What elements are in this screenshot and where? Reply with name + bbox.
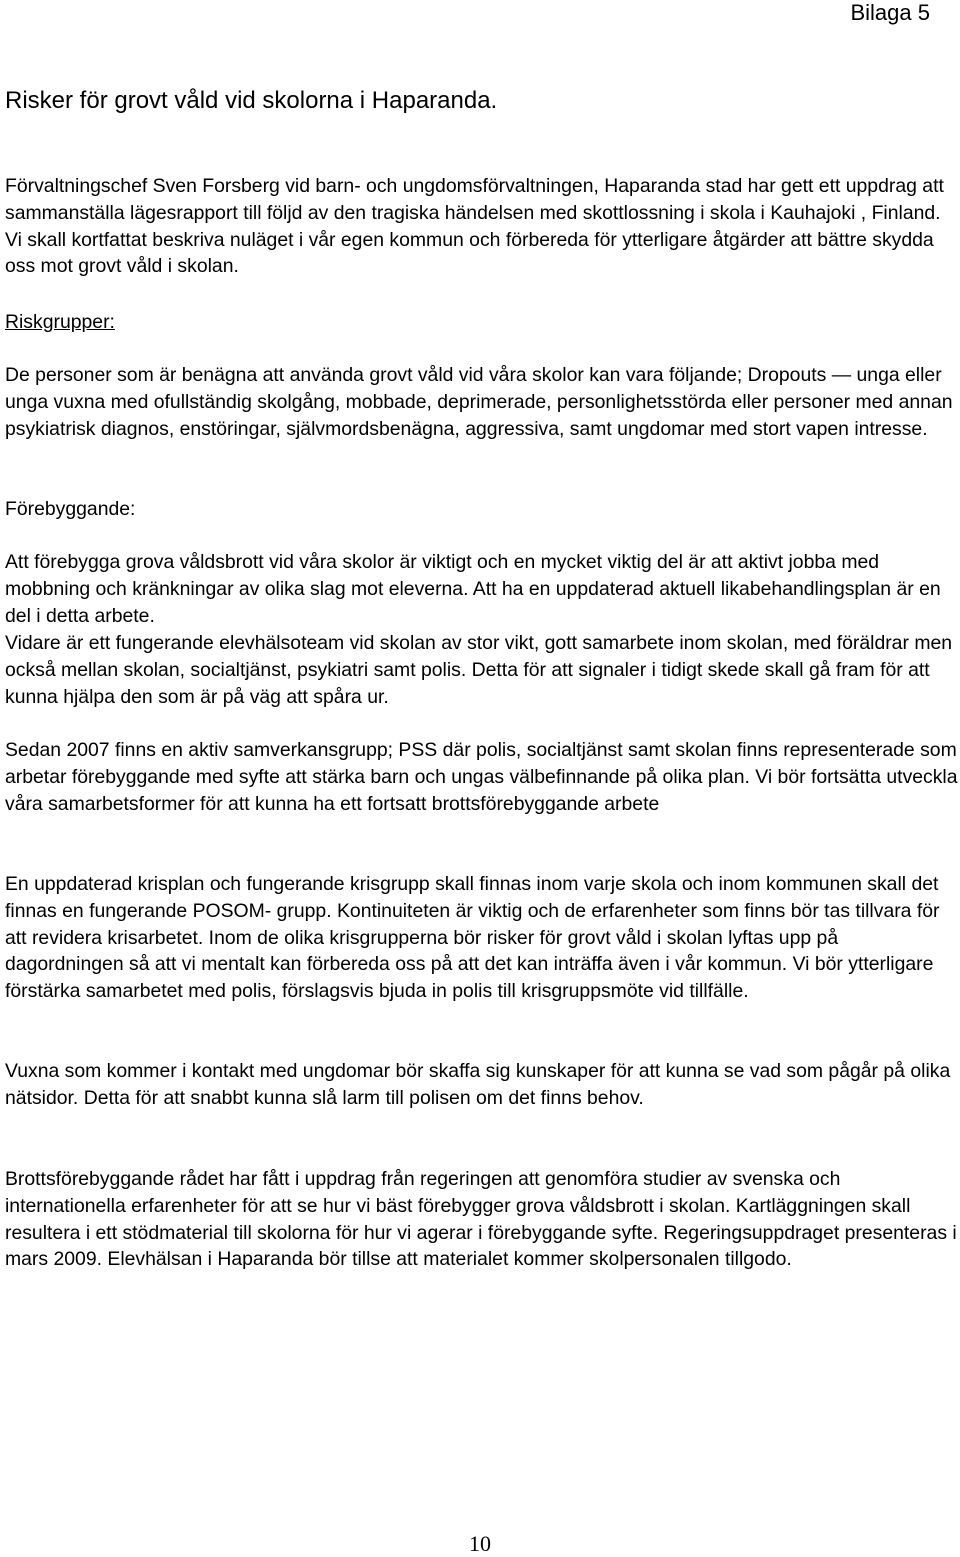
page-number: 10 (469, 1531, 491, 1556)
prevention-paragraph-6: Brottsförebyggande rådet har fått i uppdrag från regeringen att genomföra studier av svenska och internationella erfarenheter för att se hur vi bäst förebygger grova våldsbrott i skolan. Kartläggningen skall resultera i ett stödmaterial till skolorna för hur vi agerar i förebyggande syfte. Regeringsuppdraget presenteras i mars 2009. Elevhälsan i Haparanda bör tillse att materialet kommer skolpersonalen tillgodo. (5, 1168, 957, 1271)
prevention-paragraph-5: Vuxna som kommer i kontakt med ungdomar bör skaffa sig kunskaper för att kunna se vad som pågår på olika nätsidor. Detta för att snabbt kunna slå larm till polisen om det finns behov. (5, 1060, 951, 1109)
risk-groups-heading: Riskgrupper: (5, 311, 115, 333)
prevention-heading: Förebyggande: (5, 498, 136, 520)
prevention-paragraph-3: Sedan 2007 finns en aktiv samverkansgrupp; PSS där polis, socialtjänst samt skolan finns representerade som arbetar förebyggande med syfte att stärka barn och ungas välbefinnande på olika plan. Vi bör fortsätta utveckla våra samarbetsformer för att kunna ha ett fortsatt brottsförebyggande arbete (5, 739, 958, 815)
intro-paragraph: Förvaltningschef Sven Forsberg vid barn- och ungdomsförvaltningen, Haparanda stad har gett ett uppdrag att sammanställa lägesrapport till följd av den tragiska händelsen med skottlossning i skola i Kauhajoki , Finland. Vi skall kortfattat beskriva nuläget i vår egen kommun och förbereda för ytterligare åtgärder att bättre skydda oss mot grovt våld i skolan. (5, 175, 944, 278)
appendix-label: Bilaga 5 (850, 0, 930, 25)
prevention-paragraph-1: Att förebygga grova våldsbrott vid våra skolor är viktigt och en mycket viktig del är att aktivt jobba med mobbning och kränkningar av olika slag mot eleverna. Att ha en uppdaterad aktuell likabehandlingsplan är en del i detta arbete. (5, 551, 941, 627)
prevention-paragraph-2: Vidare är ett fungerande elevhälsoteam vid skolan av stor vikt, gott samarbete inom skolan, med föräldrar men också mellan skolan, socialtjänst, psykiatri samt polis. Detta för att signaler i tidigt skede skall gå fram för att kunna hjälpa den som är på väg att spåra ur. (5, 632, 953, 708)
prevention-paragraph-4: En uppdaterad krisplan och fungerande krisgrupp skall finnas inom varje skola och inom kommunen skall det finnas en fungerande POSOM- grupp. Kontinuiteten är viktig och de erfarenheter som finns bör tas tillvara för att revidera krisarbetet. Inom de olika krisgrupperna bör risker för grovt våld i skolan lyftas upp på dagordningen så att vi mentalt kan förbereda oss på att det kan inträffa även i vår kommun. Vi bör ytterligare förstärka samarbetet med polis, förslagsvis bjuda in polis till krisgruppsmöte vid tillfälle. (5, 873, 940, 1003)
risk-groups-paragraph: De personer som är benägna att använda grovt våld vid våra skolor kan vara följande; Dropouts — unga eller unga vuxna med ofullständig skolgång, mobbade, deprimerade, personlighetsstörda eller personer med annan psykiatrisk diagnos, enstöringar, självmordsbenägna, aggressiva, samt ungdomar med stort vapen intresse. (5, 364, 953, 440)
document-title: Risker för grovt våld vid skolorna i Haparanda. (5, 87, 498, 114)
